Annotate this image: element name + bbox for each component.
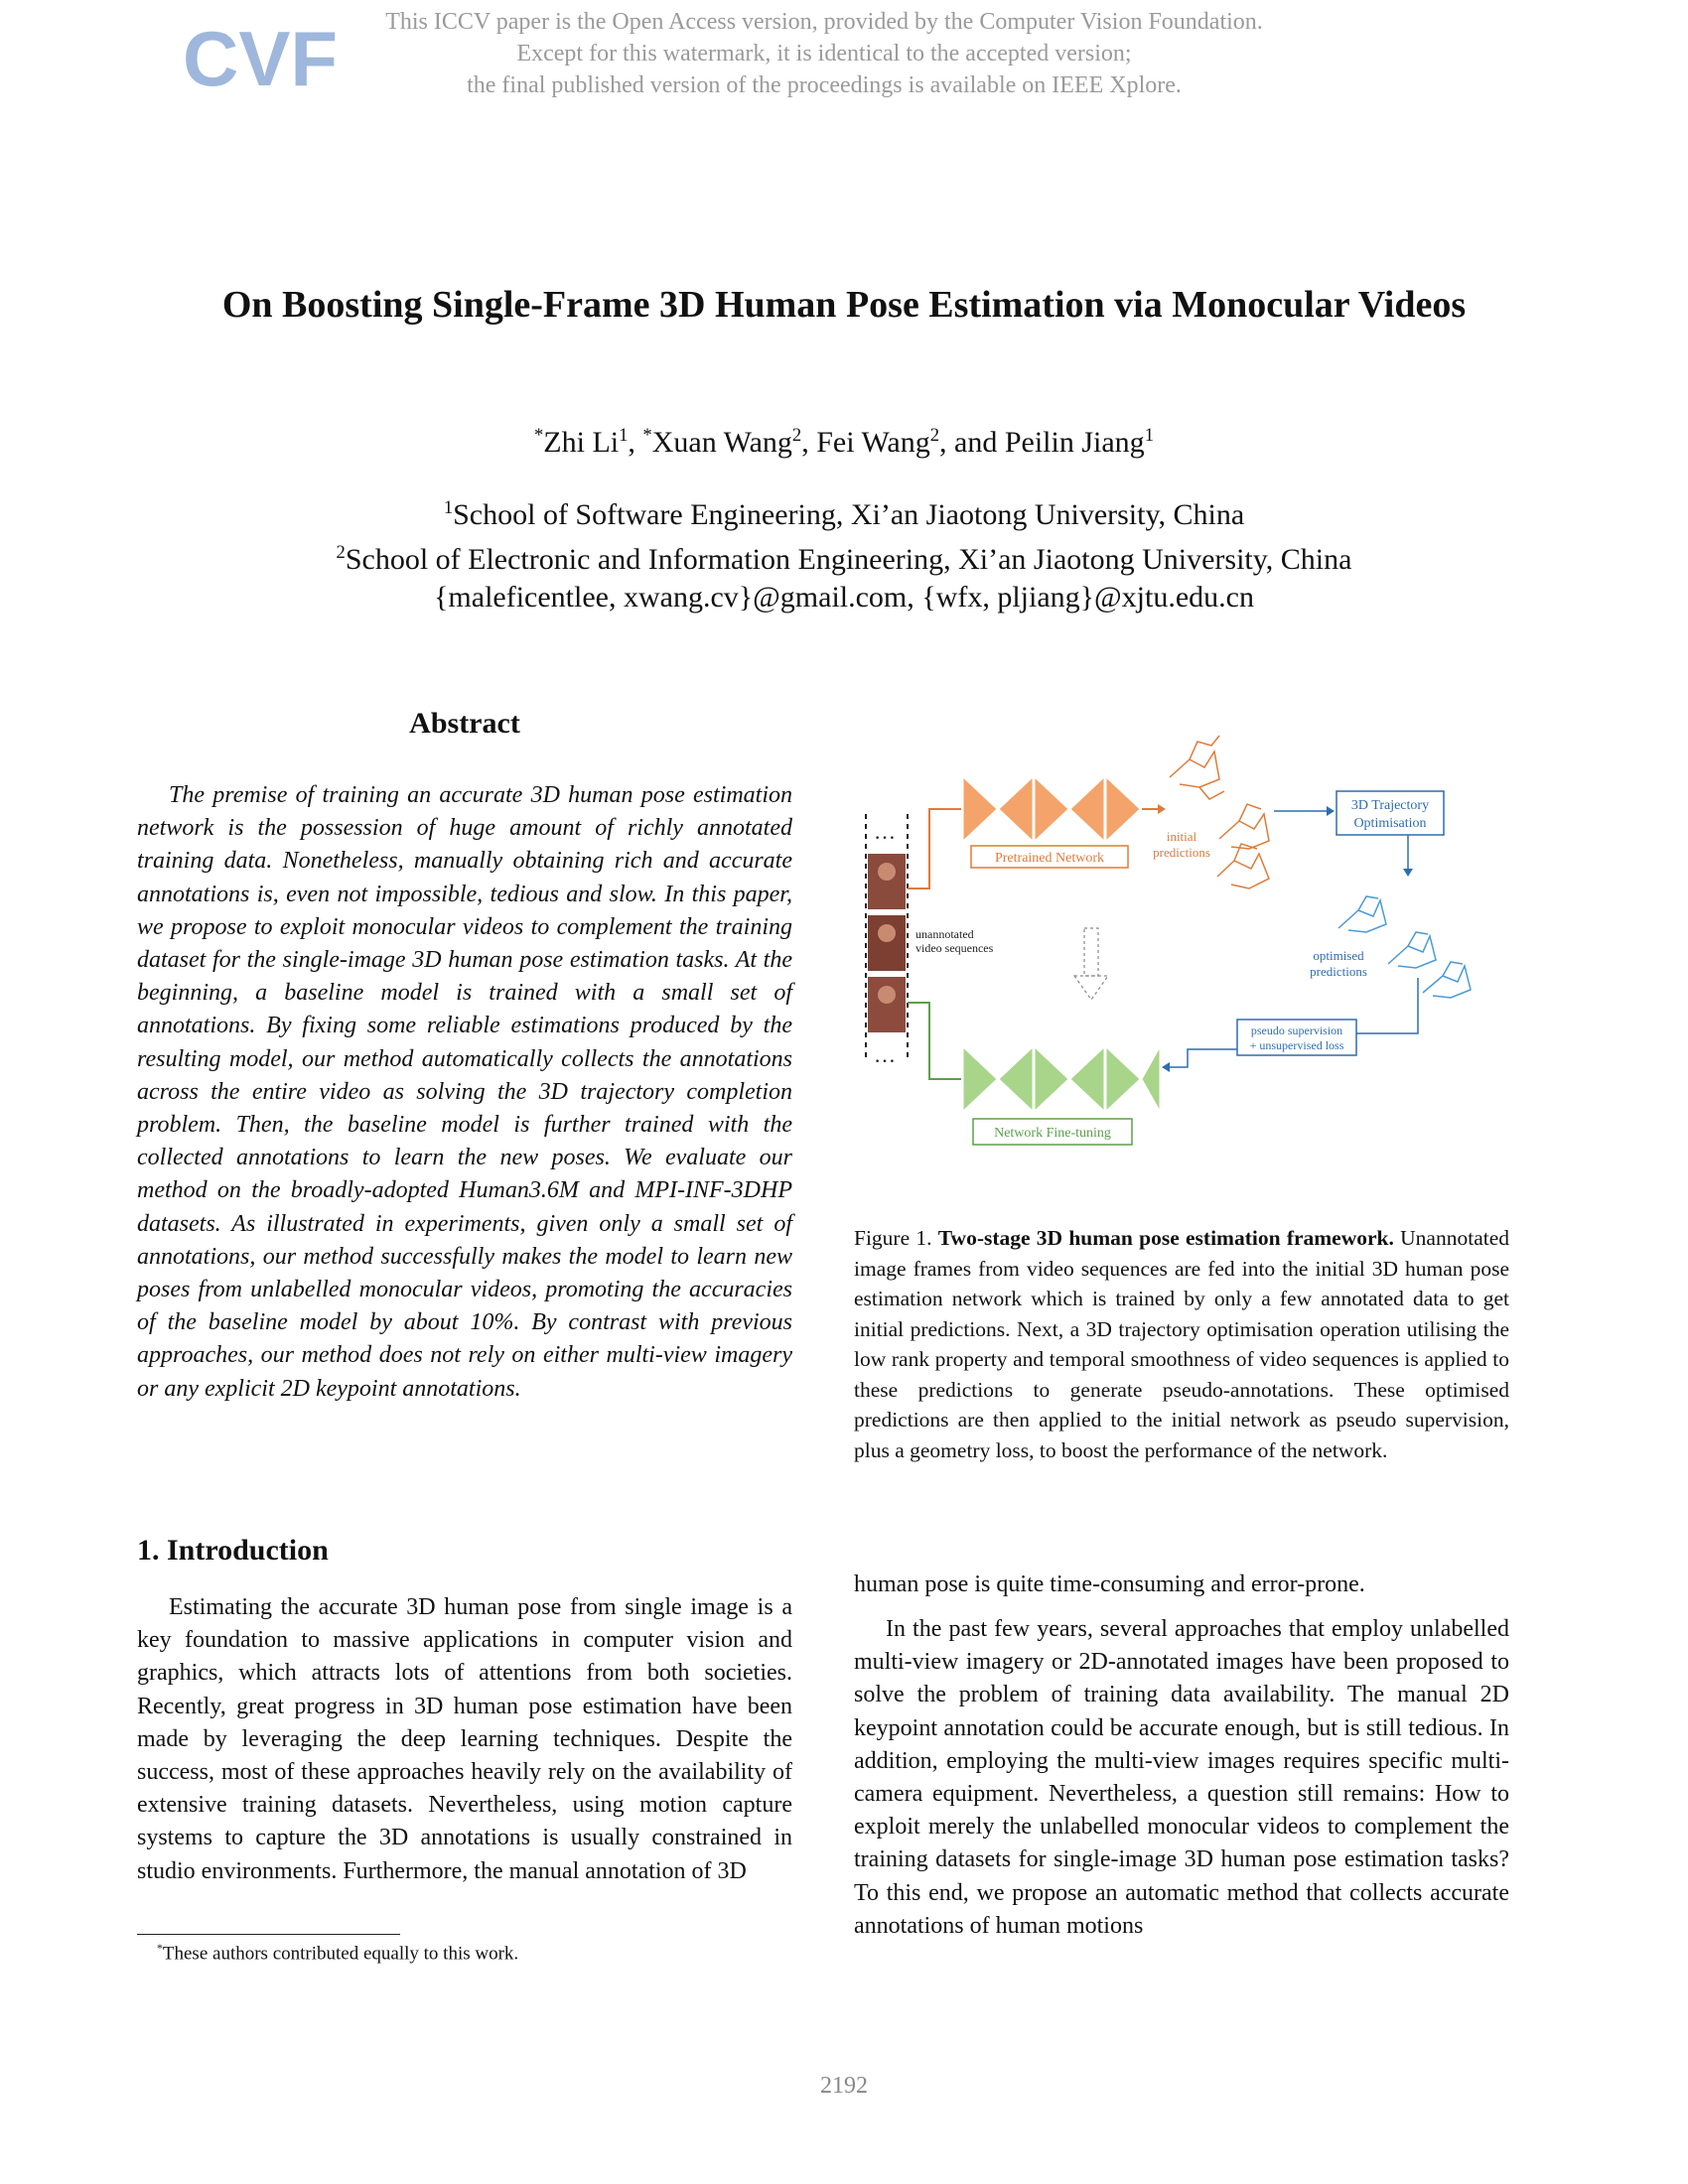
trajectory-label: Optimisation	[1353, 816, 1427, 831]
paper-title: On Boosting Single-Frame 3D Human Pose Estimation via Monocular Videos	[221, 284, 1467, 326]
frames-dots-top: …	[874, 819, 896, 844]
author-list: *Zhi Li$^1$, *Xuan Wang$^2$, Fei Wang$^2$, and Peilin Jiang$^1$	[534, 425, 1154, 459]
page-number: 2192	[820, 2073, 868, 2099]
introduction-paragraph-1-cont: human pose is quite time-consuming and error-prone.	[854, 1571, 1365, 1597]
input-arrow-top	[908, 809, 961, 888]
initial-predictions-label: predictions	[1153, 845, 1210, 860]
affiliation-mark: 1	[619, 425, 629, 446]
footnote	[157, 1942, 518, 1965]
watermark-line: Except for this watermark, it is identical to the accepted version;	[516, 41, 1132, 67]
affiliation-mark: 1	[1144, 425, 1154, 446]
equal-contribution-mark: *	[642, 425, 652, 446]
introduction-paragraph-1: Estimating the accurate 3D human pose from single image is a key foundation to massive applications in computer vision and graphics, which attracts lots of attentions from both societies. Recently, great progress in 3D human pose estimation have been made by leveraging the deep learning techniques. Despite the success, most of these approaches heavily rely on the availability of extensive training datasets. Nevertheless, using motion capture systems to capture the 3D annotations is usually constrained in studio environments. Furthermore, the manual annotation of 3D	[137, 1594, 792, 1884]
figure-caption-text: Unannotated image frames from video sequences are fed into the initial 3D human pose estimation network which is trained by only a few annotated data to get initial predictions. Next, a 3D trajectory optimisation operation utilising the low rank property and temporal smoothness of video sequences is applied to these predictions to generate pseudo-annotations. These optimised predictions are then applied to the initial network as pseudo supervision, plus a geometry loss, to boost the performance of the network.	[854, 1226, 1510, 1462]
author-name: Peilin Jiang	[1004, 426, 1145, 459]
frames-dots-bottom: …	[874, 1042, 896, 1067]
author-emails: {maleficentlee, xwang.cv}@gmail.com, {wfx, pljiang}@xjtu.edu.cn	[434, 581, 1254, 614]
video-frame-2	[868, 915, 906, 971]
figure-label: Figure 1.	[854, 1226, 932, 1250]
pretrained-network	[963, 777, 1140, 841]
author-name: Xuan Wang	[651, 426, 792, 459]
video-frame-1	[868, 854, 906, 909]
input-arrow-bottom	[908, 1003, 961, 1079]
affiliation-2	[0, 534, 1688, 579]
watermark-line: the final published version of the proceedings is available on IEEE Xplore.	[467, 72, 1182, 98]
watermark-line: This ICCV paper is the Open Access version, provided by the Computer Vision Foundation.	[385, 9, 1263, 35]
pseudo-supervision-label: pseudo supervision	[1250, 1024, 1343, 1037]
author-name: Fei Wang	[816, 426, 930, 459]
figure-caption	[854, 1223, 1509, 1465]
introduction-paragraph-2: In the past few years, several approaches that employ unlabelled multi-view imagery or 2D-annotated images have been proposed to solve the problem of training data availability. The manual 2D keypoint annotation could be accurate enough, but is still tedious. In addition, employing the multi-view images requires specific multi-camera equipment. Nevertheless, a question still remains: How to exploit merely the unlabelled monocular videos to complement the training datasets for single-image 3D human pose estimation tasks? To this end, we propose an automatic method that collects accurate annotations of human motions	[854, 1616, 1509, 1939]
pretrained-label: Pretrained Network	[994, 851, 1105, 866]
equal-contribution-mark: *	[534, 425, 544, 446]
footnote-text: These authors contributed equally to this work.	[162, 1943, 519, 1965]
video-frames	[866, 814, 908, 1067]
affiliation-1	[0, 489, 1688, 534]
footnote-mark: *	[157, 1942, 163, 1955]
feedback-path	[1356, 978, 1418, 1033]
unannotated-label: video sequences	[915, 941, 994, 955]
watermark-notice	[328, 6, 1321, 101]
framework-figure	[862, 730, 1517, 1166]
video-frame-3	[868, 977, 906, 1032]
finetune-label: Network Fine-tuning	[994, 1126, 1111, 1141]
optimised-predictions-skeletons	[1338, 896, 1471, 998]
author-name: Zhi Li	[543, 426, 620, 459]
unannotated-label: unannotated	[915, 927, 974, 941]
affiliation-mark: 2	[929, 425, 940, 446]
optimised-predictions-label: predictions	[1310, 964, 1367, 979]
affiliation-text: School of Software Engineering, Xi’an Jiaotong University, China	[453, 498, 1245, 531]
affiliations	[0, 489, 1688, 616]
optimised-predictions-label: optimised	[1313, 948, 1364, 963]
abstract-heading: Abstract	[409, 707, 520, 740]
pseudo-supervision-label: + unsupervised loss	[1249, 1038, 1344, 1052]
affiliation-mark: 2	[336, 542, 346, 563]
initial-predictions-skeletons	[1170, 736, 1269, 888]
affiliation-text: School of Electronic and Information Engineering, Xi’an Jiaotong University, China	[345, 543, 1352, 576]
feedback-arrow	[1170, 1049, 1237, 1067]
footnote-rule	[137, 1934, 400, 1935]
affiliation-mark: 1	[443, 497, 454, 518]
cvf-logo	[179, 12, 338, 102]
affiliation-mark: 2	[791, 425, 802, 446]
finetuned-network	[963, 1047, 1160, 1111]
section-heading-introduction: 1. Introduction	[137, 1534, 329, 1567]
figure-caption-title: Two-stage 3D human pose estimation framework.	[937, 1226, 1394, 1250]
initial-predictions-label: initial	[1166, 829, 1197, 844]
trajectory-label: 3D Trajectory	[1350, 798, 1430, 813]
abstract-body: The premise of training an accurate 3D human pose estimation network is the possession of huge amount of richly annotated training data. Nonetheless, manually obtaining rich and accurate annotations is, even not impossible, tedious and slow. In this paper, we propose to exploit monocular videos to complement the training dataset for the single-image 3D human pose estimation tasks. At the beginning, a baseline model is trained with a small set of annotations. By fixing some reliable estimations produced by the resulting model, our method automatically collects the annotations across the entire video as solving the 3D trajectory completion problem. Then, the baseline model is further trained with the collected annotations to learn the new poses. We evaluate our method on the broadly-adopted Human3.6M and MPI-INF-3DHP datasets. As illustrated in experiments, given only a small set of annotations, our method successfully makes the model to learn new poses from unlabelled monocular videos, promoting the accuracies of the baseline model by about 10%. By contrast with previous approaches, our method does not rely on either multi-view imagery or any explicit 2D keypoint annotations.	[137, 782, 792, 1402]
stage-transition-arrow	[1074, 928, 1108, 1000]
cvf-logo-text: CVF	[183, 15, 338, 102]
